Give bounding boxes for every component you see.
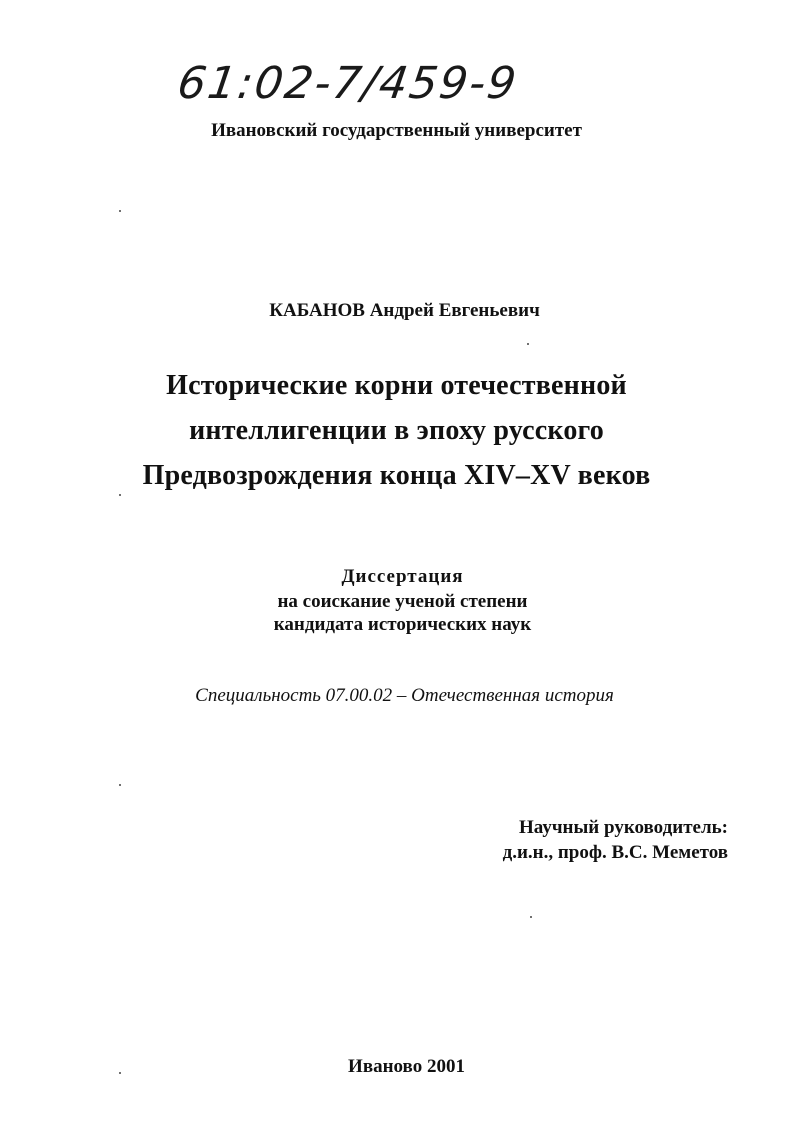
specialty-line: Специальность 07.00.02 – Отечественная история (195, 685, 614, 706)
scan-speck (530, 916, 532, 918)
university-name: Ивановский государственный университет (211, 120, 582, 141)
thesis-title-line-1: Исторические корни отечественной (166, 370, 627, 401)
scan-speck (527, 343, 529, 345)
thesis-title-line-3: Предвозрождения конца XIV–XV веков (142, 460, 651, 491)
archive-stamp-text: 61:02-7/459-9 (174, 58, 522, 109)
supervisor-name: д.и.н., проф. В.С. Меметов (502, 842, 728, 863)
thesis-title-line-2: интеллигенции в эпоху русского (189, 415, 604, 446)
scan-speck (119, 784, 121, 786)
author-name: КАБАНОВ Андрей Евгеньевич (269, 300, 540, 321)
dissertation-heading: Диссертация (341, 566, 464, 587)
scan-speck (119, 494, 121, 496)
supervisor-label: Научный руководитель: (519, 817, 728, 838)
dissertation-degree-line: на соискание ученой степени (277, 591, 528, 612)
place-and-year: Иваново 2001 (348, 1056, 465, 1077)
scan-speck (119, 1072, 121, 1074)
scan-speck (119, 210, 121, 212)
dissertation-field-line: кандидата исторических наук (273, 614, 532, 635)
